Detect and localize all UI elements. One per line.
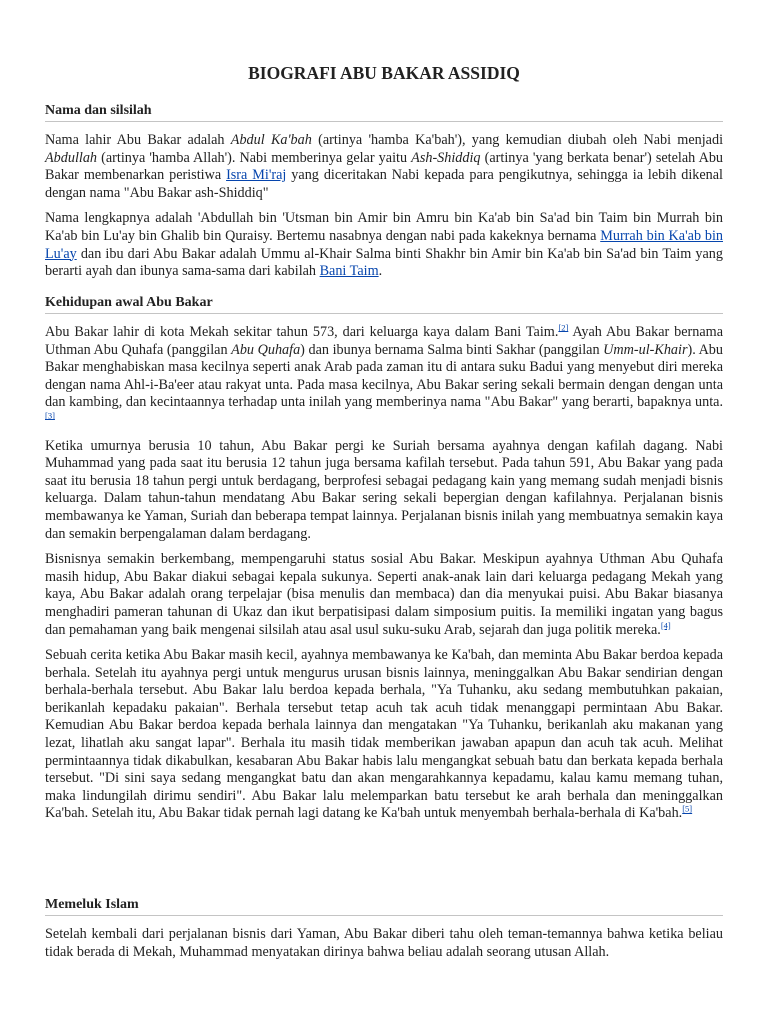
text-run: (artinya 'hamba Allah'). Nabi memberinya gelar yaitu xyxy=(97,149,412,166)
section-memeluk-islam xyxy=(45,896,723,969)
text-run: Bisnisnya semakin berkembang, mempengaruhi status sosial Abu Bakar. Meskipun ayahnya Uthman Abu Quhafa masih hidup, Abu Bakar diakui sebagai kepala sukunya. Seperti anak-anak lain dari keluarga pedagang Mekah yang kaya, Abu Bakar adalah orang terpelajar (bisa menulis dan membaca) dan dia menyukai puisi. Abu Bakar biasanya menghadiri pameran tahunan di Ukaz dan ikut berpatisipasi dalam simposium puitis. Ia memiliki ingatan yang bagus dan pemahaman yang baik mengenai silsilah atau asal usul suku-suku Arab, sejarah dan juga politik mereka. xyxy=(45,551,723,638)
italic-term: Abdul Ka'bah xyxy=(230,132,312,148)
paragraph xyxy=(45,324,723,430)
section-heading: Kehidupan awal Abu Bakar xyxy=(45,294,723,314)
text-run: yang diceritakan Nabi kepada para pengikutnya, sehingga ia lebih dikenal dengan nama "Abu Bakar ash-Shiddiq" xyxy=(45,167,723,201)
text-run: Setelah kembali dari perjalanan bisnis dari Yaman, Abu Bakar diberi tahu oleh teman-temannya bahwa ketika beliau tidak berada di Mekah, Muhammad menyatakan dirinya bahwa beliau adalah seorang utusan Allah. xyxy=(45,926,723,960)
section-heading: Nama dan silsilah xyxy=(45,102,723,122)
italic-term: Ash-Shiddiq xyxy=(411,149,481,166)
text-run: Nama lahir Abu Bakar adalah xyxy=(45,132,231,148)
text-run: ). Abu Bakar menghabiskan masa kecilnya seperti anak Arab pada zaman itu di antara suku Badui yang menyebut diri mereka dengan nama Ahl-i-Ba'eer atau rakyat unta. Pada masa kecilnya, Abu Bakar sering sekali bermain dengan dengan unta dan kambing, dan kecintaannya terhadap unta inilah yang memberinya nama "Abu Bakar" yang berarti, bapaknya unta. xyxy=(45,341,723,411)
citation-link[interactable]: [5] xyxy=(682,803,693,814)
text-run: Nama lengkapnya adalah 'Abdullah bin 'Utsman bin Amir bin Amru bin Ka'ab bin Sa'ad bin Taim bin Murrah bin Ka'ab bin Lu'ay bin Ghalib bin Quraisy. Bertemu nasabnya dengan nabi pada kakeknya bernama xyxy=(45,210,723,244)
text-run: Sebuah cerita ketika Abu Bakar masih kecil, ayahnya membawanya ke Ka'bah, dan meminta Abu Bakar berdoa kepada berhala. Setelah itu ayahnya pergi untuk mengurus urusan bisnis lainnya, meninggalkan Abu Bakar sendirian dengan berhala-berhala tersebut. Abu Bakar lalu berdoa kepada berhala, "Ya Tuhanku, aku sedang membutuhkan pakaian, berikanlah kepadaku pakaian". Berhala tersebut tetap acuh tak acuh tidak menanggapi permintaan Abu Bakar. Kemudian Abu Bakar berdoa kepada berhala lainnya dan mengatakan "Ya Tuhanku, berikanlah aku makanan yang lezat, lihatlah aku sangat lapar". Berhala itu masih tidak memberikan jawaban apapun dan acuh tak acuh. Melihat permintaannya tidak dikabulkan, kesabaran Abu Bakar habis lalu mengangkat sebuah batu dan berkata kepada berhala tersebut. "Di sini saya sedang mengangkat batu dan akan mengarahkannya kepadamu, kalau kamu memang tuhan, maka lindungilah dirimu sendiri". Abu Bakar lalu melemparkan batu tersebut ke arah berhala dan meninggalkan Ka'bah. Setelah itu, Abu Bakar tidak pernah lagi datang ke Ka'bah untuk menyembah berhala-berhala di Ka'bah. xyxy=(45,647,723,822)
text-run: (artinya 'hamba Ka'bah'), yang kemudian diubah oleh Nabi menjadi xyxy=(311,132,724,148)
wiki-link[interactable]: Bani Taim xyxy=(319,263,379,280)
section-heading: Memeluk Islam xyxy=(45,896,723,916)
italic-term: Abu Quhafa xyxy=(231,341,301,358)
paragraph xyxy=(45,926,723,961)
italic-term: Abdullah xyxy=(45,149,98,166)
paragraph xyxy=(45,647,723,823)
text-run: Ayah Abu Bakar bernama Uthman Abu Quhafa (panggilan xyxy=(45,324,723,358)
text-run: ) dan ibunya bernama Salma binti Sakhar (panggilan xyxy=(300,341,604,358)
wiki-link[interactable]: Murrah bin Ka'ab bin Lu'ay xyxy=(45,227,723,262)
citation-link[interactable]: [3] xyxy=(45,410,55,421)
document-title: BIOGRAFI ABU BAKAR ASSIDIQ xyxy=(248,63,520,83)
paragraph xyxy=(45,132,723,202)
text-run: dan ibu dari Abu Bakar adalah Ummu al-Khair Salma binti Shakhr bin Amir bin Ka'ab bin Sa'ad bin Taim yang berarti ayah dan ibunya sama-sama dari kabilah xyxy=(45,245,723,280)
text-run: (artinya 'yang berkata benar') setelah Abu Bakar membenarkan peristiwa xyxy=(45,149,724,184)
italic-term: Umm-ul-Khair xyxy=(603,341,688,358)
wiki-link[interactable]: Isra Mi'raj xyxy=(226,167,287,184)
citation-link[interactable]: [4] xyxy=(660,619,671,630)
text-run: Abu Bakar lahir di kota Mekah sekitar tahun 573, dari keluarga kaya dalam Bani Taim. xyxy=(45,324,559,340)
citation-link[interactable]: [2] xyxy=(558,322,569,333)
paragraph xyxy=(45,210,723,280)
text-run: . xyxy=(378,263,383,280)
paragraph xyxy=(45,438,723,544)
section-nama-dan-silsilah xyxy=(45,102,723,289)
section-kehidupan-awal xyxy=(45,294,723,831)
text-run: Ketika umurnya berusia 10 tahun, Abu Bakar pergi ke Suriah bersama ayahnya dengan kafilah dagang. Nabi Muhammad yang pada saat itu berusia 12 tahun juga bersama kafilah tersebut. Pada tahun 591, Abu Bakar yang pada saat itu berusia 18 tahun pergi untuk berdagang, berprofesi sebagai pedagang kain yang memang sudah menjadi bisnis keluarga. Dalam tahun-tahun mendatang Abu Bakar sering sekali bepergian dengan kafilahnya. Perjalanan bisnis membawanya ke Yaman, Suriah dan beberapa tempat lainnya. Perjalanan bisnis inilah yang membuatnya semakin kaya dan semakin berpengalaman dalam berdagang. xyxy=(45,437,723,542)
paragraph xyxy=(45,551,723,639)
